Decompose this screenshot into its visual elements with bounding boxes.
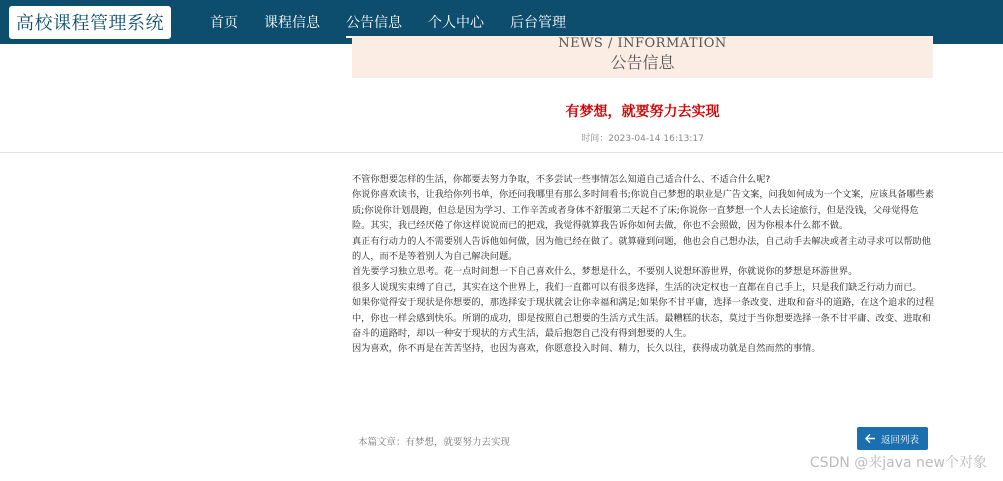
back-to-list-label: 返回列表 [880,434,919,446]
article-body [352,172,934,357]
arrow-left-icon [865,434,875,443]
csdn-watermark: CSDN @来java new个对象 [809,455,987,471]
article-paragraph: 如果你觉得安于现状是你想要的，那选择安于现状就会让你幸福和满足;如果你不甘平庸，选择一条改变、进取和奋斗的道路，在这个追求的过程中，你也一样会感到快乐。所谓的成功，即是按照自己想要的生活方式生活。最糟糕的状态，莫过于当你想要选择一条不甘平庸、改变、进取和奋斗的道路时，却以一种安于现状的方式生活，最后抱怨自己没有得到想要的人生。 [352,297,934,340]
content-divider [0,152,1003,153]
section-title-card [352,36,933,78]
article-paragraph: 很多人说现实束缚了自己，其实在这个世界上，我们一直都可以有很多选择，生活的决定权也一直都在自己手上，只是我们缺乏行动力而已。 [352,281,922,293]
article-time: 时间：2023-04-14 16:13:17 [581,134,704,144]
article-title: 有梦想，就要努力去实现 [565,104,720,120]
article-paragraph: 你说你喜欢读书，让我给你列书单，你还问我哪里有那么多时间看书;你说自己梦想的职业是广告文案，问我如何成为一个文案，应该具备哪些素质;你说你计划晨跑，但总是因为学习、工作辛苦或者身体不舒服第二天起不了床;你说你一直梦想一个人去长途旅行，但是没钱，父母觉得危险。其实，我已经厌倦了你这样说说而已的把戏，我觉得就算我告诉你如何去做，你也不会照做，因为你根本什么都不做。 [352,189,934,232]
nav-item-home[interactable]: 首页 [210,15,238,31]
article-paragraph: 首先要学习独立思考。花一点时间想一下自己喜欢什么，梦想是什么，不要别人说想环游世界，你就说你的梦想是环游世界。 [352,266,858,278]
site-brand[interactable]: 高校课程管理系统 [9,6,171,39]
article-paragraph: 因为喜欢，你不再是在苦苦坚持，也因为喜欢，你愿意投入时间、精力，长久以往，获得成功就是自然而然的事情。 [352,343,821,355]
nav-item-personal-center[interactable]: 个人中心 [428,15,484,31]
nav-item-announcements[interactable]: 公告信息 [335,0,413,44]
section-title-cn: 公告信息 [610,53,675,72]
section-title-en: NEWS / INFORMATION [558,36,727,51]
this-article-label: 本篇文章：有梦想，就要努力去实现 [358,437,511,448]
article-paragraph: 真正有行动力的人不需要别人告诉他如何做，因为他已经在做了。就算碰到问题，他也会自己想办法，自己动手去解决或者主动寻求可以帮助他的人，而不是等着别人为自己解决问题。 [352,235,931,263]
article-footer [352,426,933,452]
article-paragraph: 不管你想要怎样的生活，你都要去努力争取，不多尝试一些事情怎么知道自己适合什么、不适合什么呢? [352,174,771,185]
nav-item-admin[interactable]: 后台管理 [510,15,566,31]
nav-item-courses[interactable]: 课程信息 [264,15,320,31]
back-to-list-button[interactable] [857,427,928,450]
